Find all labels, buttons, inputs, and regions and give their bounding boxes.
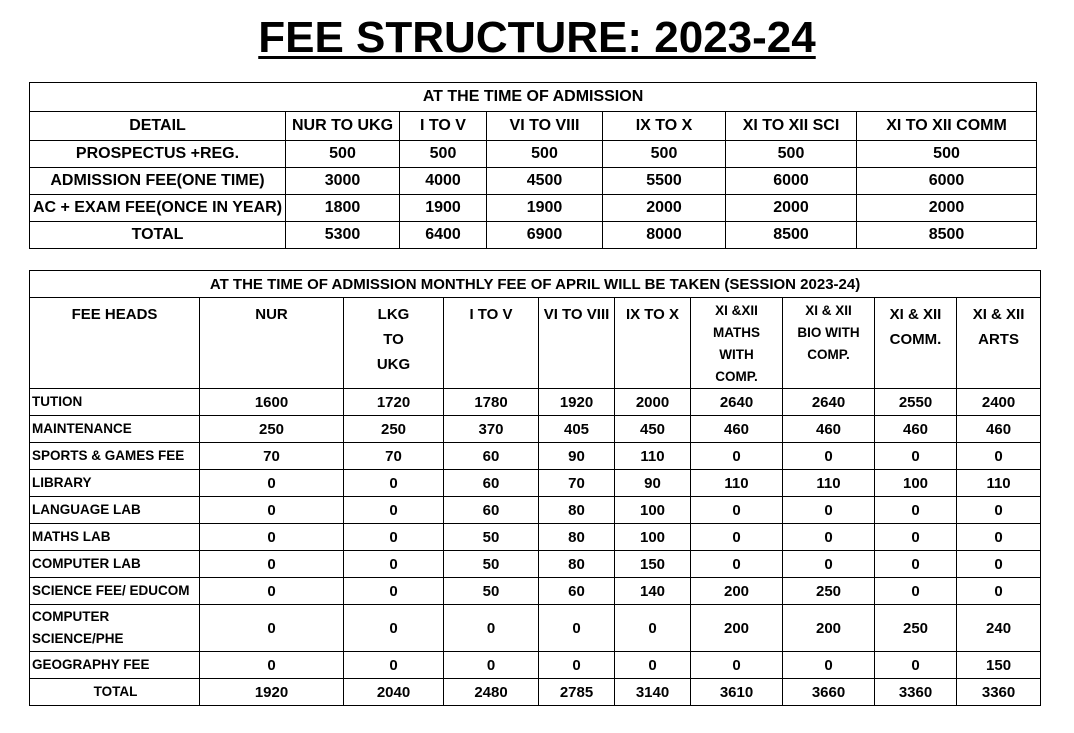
table-cell: 0 <box>875 497 957 524</box>
table-cell: 50 <box>444 551 539 578</box>
row-label: TUTION <box>30 389 200 416</box>
table-cell: 80 <box>539 497 615 524</box>
table-cell: 0 <box>344 524 444 551</box>
table-cell: 2640 <box>691 389 783 416</box>
column-header: IX TO X <box>615 298 691 389</box>
table-cell: 0 <box>783 497 875 524</box>
table-cell: 2000 <box>857 195 1037 222</box>
table-cell: 500 <box>857 141 1037 168</box>
column-header: XI &XII MATHS WITH COMP. <box>691 298 783 389</box>
table-cell: 200 <box>691 605 783 652</box>
column-header: XI & XII COMM. <box>875 298 957 389</box>
row-label: COMPUTER SCIENCE/PHE <box>30 605 200 652</box>
table-cell: 0 <box>615 605 691 652</box>
row-label: SCIENCE FEE/ EDUCOM <box>30 578 200 605</box>
table-cell: 370 <box>444 416 539 443</box>
table-cell: 0 <box>200 605 344 652</box>
table-cell: 0 <box>444 605 539 652</box>
row-label: SPORTS & GAMES FEE <box>30 443 200 470</box>
table-cell: 90 <box>615 470 691 497</box>
table-cell: 100 <box>615 497 691 524</box>
table-cell: 0 <box>875 551 957 578</box>
column-header: I TO V <box>400 112 487 141</box>
table-cell: 500 <box>603 141 726 168</box>
column-header: DETAIL <box>30 112 286 141</box>
table-cell: 3000 <box>286 168 400 195</box>
table-cell: 250 <box>344 416 444 443</box>
table-cell: 0 <box>875 652 957 679</box>
admission-table-header-row <box>30 112 1037 141</box>
table-cell: 460 <box>691 416 783 443</box>
table-cell: 2000 <box>603 195 726 222</box>
table-cell: 0 <box>200 652 344 679</box>
table-cell: 0 <box>200 578 344 605</box>
row-label: TOTAL <box>30 222 286 249</box>
page-title-text: FEE STRUCTURE: 2023-24 <box>258 13 816 62</box>
table-cell: 1900 <box>400 195 487 222</box>
table-cell: 60 <box>444 470 539 497</box>
table-cell: 4000 <box>400 168 487 195</box>
table-cell: 3610 <box>691 679 783 706</box>
table-cell: 250 <box>875 605 957 652</box>
row-label: TOTAL <box>30 679 200 706</box>
table-cell: 6000 <box>726 168 857 195</box>
table-cell: 3360 <box>957 679 1041 706</box>
admission-table-caption-row <box>30 83 1037 112</box>
table-row <box>30 141 1037 168</box>
monthly-table-caption: AT THE TIME OF ADMISSION MONTHLY FEE OF APRIL WILL BE TAKEN (SESSION 2023-24) <box>30 271 1041 298</box>
table-row <box>30 605 1041 652</box>
table-cell: 500 <box>487 141 603 168</box>
table-row <box>30 222 1037 249</box>
table-cell: 3660 <box>783 679 875 706</box>
table-cell: 0 <box>691 551 783 578</box>
table-cell: 2400 <box>957 389 1041 416</box>
table-cell: 0 <box>957 524 1041 551</box>
column-header: XI & XII ARTS <box>957 298 1041 389</box>
table-cell: 110 <box>691 470 783 497</box>
table-cell: 0 <box>957 578 1041 605</box>
monthly-table-header-row <box>30 298 1041 389</box>
table-row <box>30 470 1041 497</box>
table-cell: 200 <box>691 578 783 605</box>
page-title <box>0 12 1074 64</box>
row-label: COMPUTER LAB <box>30 551 200 578</box>
admission-table-caption: AT THE TIME OF ADMISSION <box>30 83 1037 112</box>
table-cell: 110 <box>783 470 875 497</box>
table-cell: 200 <box>783 605 875 652</box>
table-row <box>30 578 1041 605</box>
table-cell: 8000 <box>603 222 726 249</box>
table-cell: 450 <box>615 416 691 443</box>
table-cell: 405 <box>539 416 615 443</box>
table-cell: 0 <box>875 578 957 605</box>
table-cell: 460 <box>957 416 1041 443</box>
table-cell: 4500 <box>487 168 603 195</box>
table-cell: 3360 <box>875 679 957 706</box>
table-cell: 70 <box>344 443 444 470</box>
table-cell: 1720 <box>344 389 444 416</box>
table-cell: 240 <box>957 605 1041 652</box>
table-cell: 1920 <box>200 679 344 706</box>
table-cell: 0 <box>783 524 875 551</box>
table-row <box>30 679 1041 706</box>
table-cell: 0 <box>344 551 444 578</box>
table-cell: 50 <box>444 524 539 551</box>
table-cell: 0 <box>344 605 444 652</box>
table-cell: 150 <box>615 551 691 578</box>
table-cell: 80 <box>539 524 615 551</box>
table-cell: 0 <box>200 524 344 551</box>
table-cell: 100 <box>615 524 691 551</box>
table-cell: 8500 <box>726 222 857 249</box>
admission-fee-table <box>29 82 1037 249</box>
table-cell: 1920 <box>539 389 615 416</box>
table-cell: 150 <box>957 652 1041 679</box>
table-cell: 90 <box>539 443 615 470</box>
column-header: NUR <box>200 298 344 389</box>
table-cell: 0 <box>875 524 957 551</box>
table-cell: 2550 <box>875 389 957 416</box>
column-header: XI & XII BIO WITH COMP. <box>783 298 875 389</box>
table-cell: 0 <box>200 497 344 524</box>
table-cell: 0 <box>200 551 344 578</box>
table-cell: 0 <box>344 652 444 679</box>
table-cell: 6000 <box>857 168 1037 195</box>
table-cell: 60 <box>444 443 539 470</box>
table-cell: 0 <box>539 605 615 652</box>
table-cell: 0 <box>691 497 783 524</box>
table-cell: 500 <box>286 141 400 168</box>
table-row <box>30 652 1041 679</box>
table-cell: 0 <box>344 497 444 524</box>
column-header: XI TO XII COMM <box>857 112 1037 141</box>
table-cell: 0 <box>691 524 783 551</box>
table-cell: 0 <box>783 551 875 578</box>
table-row <box>30 389 1041 416</box>
table-cell: 60 <box>539 578 615 605</box>
table-cell: 8500 <box>857 222 1037 249</box>
table-cell: 0 <box>957 443 1041 470</box>
table-cell: 250 <box>783 578 875 605</box>
table-cell: 460 <box>875 416 957 443</box>
row-label: ADMISSION FEE(ONE TIME) <box>30 168 286 195</box>
table-cell: 250 <box>200 416 344 443</box>
table-row <box>30 195 1037 222</box>
table-cell: 500 <box>726 141 857 168</box>
table-cell: 1900 <box>487 195 603 222</box>
table-cell: 0 <box>957 551 1041 578</box>
row-label: LANGUAGE LAB <box>30 497 200 524</box>
table-row <box>30 168 1037 195</box>
table-cell: 2000 <box>726 195 857 222</box>
table-cell: 3140 <box>615 679 691 706</box>
table-cell: 2000 <box>615 389 691 416</box>
table-cell: 2480 <box>444 679 539 706</box>
monthly-table-caption-row <box>30 271 1041 298</box>
table-cell: 110 <box>957 470 1041 497</box>
table-cell: 0 <box>344 470 444 497</box>
table-cell: 70 <box>200 443 344 470</box>
table-row <box>30 416 1041 443</box>
row-label: MAINTENANCE <box>30 416 200 443</box>
table-row <box>30 443 1041 470</box>
column-header: IX TO X <box>603 112 726 141</box>
table-cell: 50 <box>444 578 539 605</box>
table-cell: 0 <box>783 652 875 679</box>
table-cell: 2640 <box>783 389 875 416</box>
column-header: XI TO XII SCI <box>726 112 857 141</box>
table-cell: 2040 <box>344 679 444 706</box>
table-row <box>30 551 1041 578</box>
column-header: I TO V <box>444 298 539 389</box>
table-cell: 100 <box>875 470 957 497</box>
table-cell: 80 <box>539 551 615 578</box>
row-label: PROSPECTUS +REG. <box>30 141 286 168</box>
table-cell: 5300 <box>286 222 400 249</box>
table-cell: 140 <box>615 578 691 605</box>
table-cell: 0 <box>344 578 444 605</box>
table-cell: 2785 <box>539 679 615 706</box>
column-header: FEE HEADS <box>30 298 200 389</box>
table-cell: 0 <box>783 443 875 470</box>
column-header: VI TO VIII <box>487 112 603 141</box>
table-cell: 5500 <box>603 168 726 195</box>
column-header: VI TO VIII <box>539 298 615 389</box>
row-label: MATHS LAB <box>30 524 200 551</box>
table-row <box>30 524 1041 551</box>
table-cell: 60 <box>444 497 539 524</box>
row-label: GEOGRAPHY FEE <box>30 652 200 679</box>
table-cell: 1600 <box>200 389 344 416</box>
table-cell: 0 <box>539 652 615 679</box>
table-cell: 6900 <box>487 222 603 249</box>
table-cell: 1800 <box>286 195 400 222</box>
table-cell: 0 <box>200 470 344 497</box>
table-cell: 70 <box>539 470 615 497</box>
monthly-fee-table <box>29 270 1041 706</box>
table-cell: 500 <box>400 141 487 168</box>
table-cell: 0 <box>444 652 539 679</box>
table-cell: 0 <box>615 652 691 679</box>
table-row <box>30 497 1041 524</box>
row-label: LIBRARY <box>30 470 200 497</box>
column-header: LKG TO UKG <box>344 298 444 389</box>
table-cell: 110 <box>615 443 691 470</box>
table-cell: 0 <box>957 497 1041 524</box>
column-header: NUR TO UKG <box>286 112 400 141</box>
table-cell: 0 <box>691 652 783 679</box>
table-cell: 0 <box>691 443 783 470</box>
table-cell: 6400 <box>400 222 487 249</box>
table-cell: 1780 <box>444 389 539 416</box>
row-label: AC + EXAM FEE(ONCE IN YEAR) <box>30 195 286 222</box>
table-cell: 460 <box>783 416 875 443</box>
table-cell: 0 <box>875 443 957 470</box>
